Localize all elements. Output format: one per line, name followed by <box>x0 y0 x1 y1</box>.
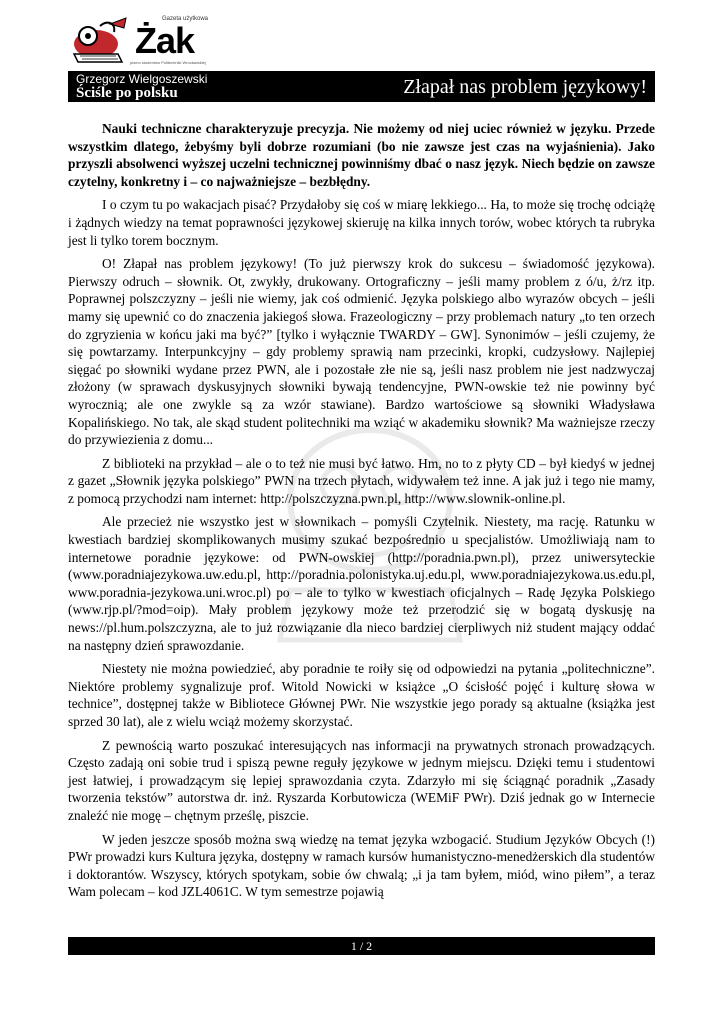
logo-wordmark: Żak <box>135 20 195 61</box>
logo-tagline-top: Gazeta użytkowa <box>162 16 209 22</box>
page-number: 1 / 2 <box>350 939 373 953</box>
paragraph: Z pewnością warto poszukać interesujących nas informacji na prywatnych stronach prowadzących. Często zadają oni sobie trud i spiszą pewne reguły językowe w jednym miejscu. Dzięki temu i studentowi jest łatwiej, i prowadzącym się lepiej sprawozdania czyta. Zdarzyło mi się ściągnąć poradnik „Zasady tworzenia tekstów” autorstwa dr. inż. Ryszarda Korbutowicza (WEMiF PWr). Dziś jednak go w Internecie znaleźć nie mogę – chętnym prześlę, piszcie. <box>68 737 655 823</box>
logo-mascot-icon <box>70 14 132 70</box>
column-name: Ściśle po polsku <box>76 85 178 101</box>
paragraph: Z biblioteki na przykład – ale o to też nie musi być łatwo. Hm, no to z płyty CD – był kiedyś w jednej z gazet „Słownik języka polskiego” PWN na trzech płytach, widywałem też inne. A jak już i tego nie mamy, z pomocą przychodzi nam internet: http://polszczyzna.pwn.pl, http://www.slownik-online.pl. <box>68 455 655 506</box>
paragraph: Ale przecież nie wszystko jest w słownikach – pomyśli Czytelnik. Niestety, ma rację. Ratunku w kwestiach bardziej skomplikowanych musimy szukać bezpośrednio u specjalistów. Umożliwiają nam to internetowe poradnie językowe: od PWN-owskiej (http://poradnia.pwn.pl), przez uniwersyteckie (www.poradniajezykowa.uw.edu.pl, http://poradnia.polonistyka.uj.edu.pl, www.poradniajezykowa.us.edu.pl, www.poradnia-jezykowa.uni.wroc.pl) po – ale to tylko w kwestiach oficjalnych – Radę Języka Polskiego (www.rjp.pl/?mod=oip). Mały problem językowy może też przerodzić się w bogatą dyskusję na news://pl.hum.polszczyzna, ale to już rozwiązanie dla nieco bardziej cierpliwych niż student mający oddać na następny dzień sprawozdanie. <box>68 514 655 653</box>
paragraph: W jeden jeszcze sposób można swą wiedzę na temat języka wzbogacić. Studium Języków Obcych (!) PWr prowadzi kurs Kultura języka, dostępny w ramach kursów humanistyczno-menedżerskich dla studentów i doktorantów. Wszyscy, których spotykam, sobie ów chwalą; „i ja tam byłem, miód, wino piłem”, a teraz Wam polecam – kod JZL4061C. W tym semestrze pojawią <box>68 831 655 900</box>
page-footer <box>68 937 655 955</box>
article-title: Złapał nas problem językowy! <box>403 76 647 98</box>
logo-tagline-bottom: pismo studentów Politechniki Wrocławskiej <box>130 60 206 65</box>
lead-paragraph: Nauki techniczne charakteryzuje precyzja. Nie możemy od niej uciec również w języku. Przede wszystkim dlatego, żebyśmy byli dobrze rozumiani (bo nie zawsze jest czas na wyjaśnienia). Jako przyszli absolwenci wyższej uczelni technicznej powinniśmy dbać o nasz język. Niech będzie on zawsze czytelny, konkretny i – co najważniejsze – bezbłędny. <box>68 121 655 189</box>
article-body <box>68 120 655 907</box>
author-name: Grzegorz Wielgoszewski <box>76 72 208 86</box>
paragraph: I o czym tu po wakacjach pisać? Przydałoby się coś w miarę lekkiego... Ha, to może się trochę odciążę i żądnych wiedzy na temat poprawności językowej skieruję na kilka innych torów, wobec których ta rubryka jest li tylko torem bocznym. <box>68 197 655 248</box>
paragraph: O! Złapał nas problem językowy! (To już pierwszy krok do sukcesu – świadomość językowa). Pierwszy odruch – słownik. Ot, zwykły, drukowany. Ortograficzny – jeśli mamy problem z ó/u, ż/rz itp. Poprawnej polszczyzny – jeśli nie wiemy, jak coś odmienić. Języka polskiego albo wyrazów obcych – jeśli mamy się upewnić co do znaczenia jakiegoś słowa. Frazeologiczny – przy problemach natury „to ten orzech do zgryzienia w końcu jaki ma być?” [tylko i wyłącznie TWARDY – GW]. Synonimów – jeśli czujemy, że się powtarzamy. Interpunkcyjny – gdy problemy sprawią nam przecinki, kropki, cudzysłowy. Najlepiej sięgać po słowniki wydane przez PWN, ale i pozostałe złe nie są, jeśli nasz problem nie jest nadzwyczaj złożony (w sprawach dyskusyjnych słowniki bywają tendencyjne, PWN-owskie też nie powinny być wyrocznią; ale one zwykle są za wzór stawiane). Bardzo wartościowe są słowniki Władysława Kopalińskiego. No tak, ale skąd student politechniki ma wziąć w akademiku słownik? Ma ważniejsze rzeczy do przywiezienia z domu... <box>68 256 655 448</box>
article-header <box>68 71 655 102</box>
paragraph: Niestety nie można powiedzieć, aby poradnie te roiły się od odpowiedzi na pytania „politechniczne”. Niektóre problemy sygnalizuje prof. Witold Nowicki w książce „O ścisłość pojęć i kulturę słowa w technice”, dostępnej także w Bibliotece Głównej PWr. Nie wszystkie jego porady są aktualne (książka jest sprzed 30 lat), ale z wielu wciąż możemy skorzystać. <box>68 661 655 729</box>
